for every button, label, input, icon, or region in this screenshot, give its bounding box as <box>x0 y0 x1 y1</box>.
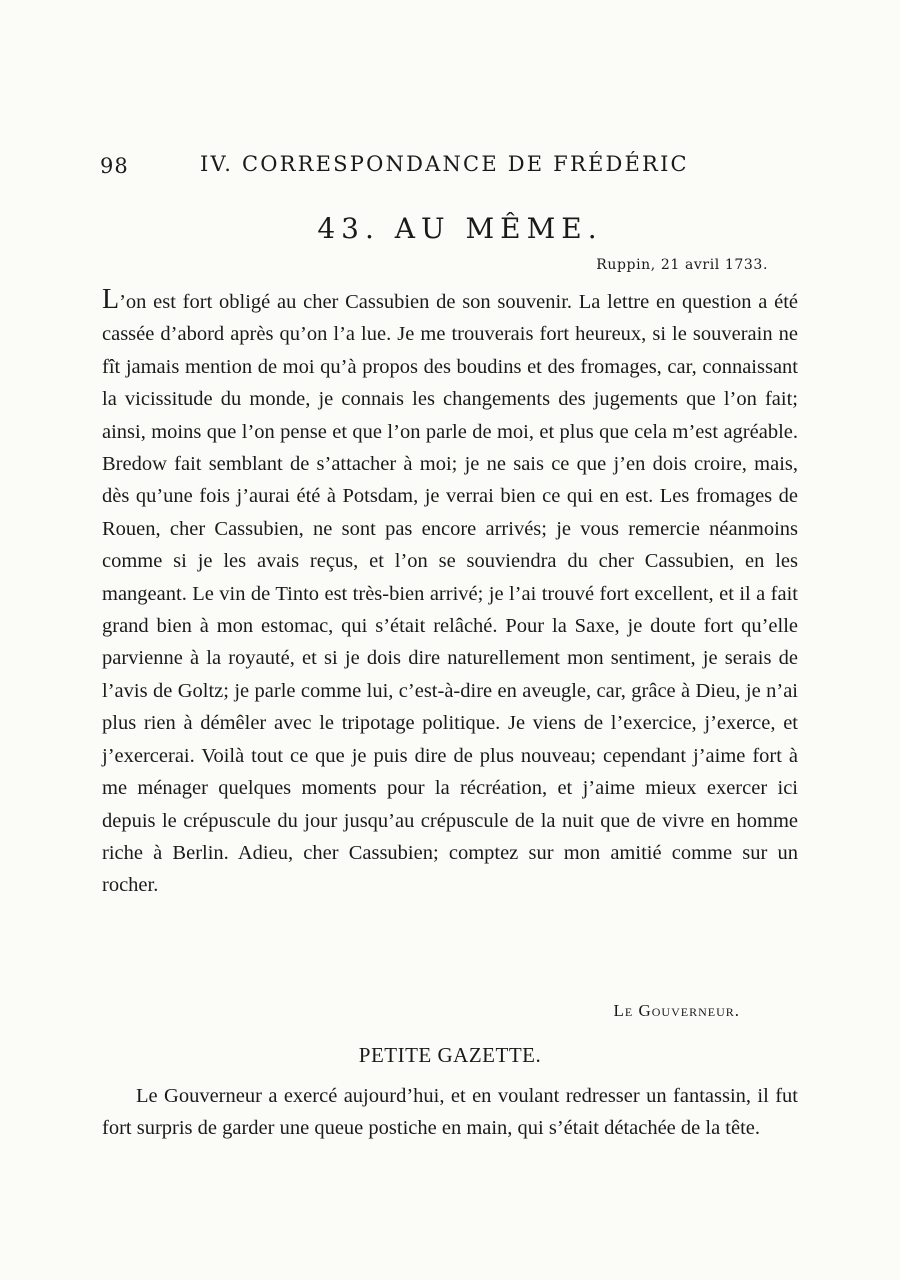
letter-body <box>102 286 798 902</box>
gazette-title: PETITE GAZETTE. <box>358 1043 542 1067</box>
page-number: 98 <box>100 154 129 178</box>
letter-dateline: Ruppin, 21 avril 1733. <box>596 257 768 273</box>
running-head <box>100 148 720 188</box>
drop-cap: L <box>102 284 120 315</box>
running-head-title: IV. CORRESPONDANCE DE FRÉDÉRIC <box>200 152 689 176</box>
letter-title: 43. AU MÊME. <box>317 212 603 245</box>
letter-body-text: ’on est fort obligé au cher Cassubien de son souvenir. La lettre en question a été cassée d’abord après qu’on l’a lue. Je me trouverais fort heureux, si le souverain ne fît jamais mention de moi qu’à propos des boudins et des fromages, car, connaissant la vicissitude du monde, je connais les changements des jugements que l’on fait; ainsi, moins que l’on pense et que l’on parle de moi, et plus que cela m’est agréable. Bredow fait semblant de s’attacher à moi; je ne sais ce que j’en dois croire, mais, dès qu’une fois j’aurai été à Potsdam, je verrai bien ce qui en est. Les fromages de Rouen, cher Cassubien, ne sont pas encore arrivés; je vous remercie néanmoins comme si je les avais reçus, et l’on se souviendra du cher Cassubien, en les mangeant. Le vin de Tinto est très-bien arrivé; je l’ai trouvé fort excellent, et il a fait grand bien à mon estomac, qui s’était relâché. Pour la Saxe, je doute fort qu’elle parvienne à la royauté, et si je dois dire naturellement mon sentiment, je serais de l’avis de Goltz; je parle comme lui, c’est-à-dire en aveugle, car, grâce à Dieu, je n’ai plus rien à démêler avec le tripotage politique. Je viens de l’exercice, j’exerce, et j’exercerai. Voilà tout ce que je puis dire de plus nouveau; cependant j’aime fort à me ménager quelques moments pour la récréation, et j’aime mieux exercer ici depuis le crépuscule du jour jusqu’au crépuscule de la nuit que de vivre en homme riche à Berlin. Adieu, cher Cassubien; comptez sur mon amitié comme sur un rocher. <box>102 291 798 897</box>
letter-signature: Le Gouverneur. <box>613 1001 740 1020</box>
gazette-body: Le Gouverneur a exercé aujourd’hui, et en voulant redresser un fantassin, il fut fort surpris de garder une queue postiche en main, qui s’était détachée de la tête. <box>102 1085 798 1140</box>
